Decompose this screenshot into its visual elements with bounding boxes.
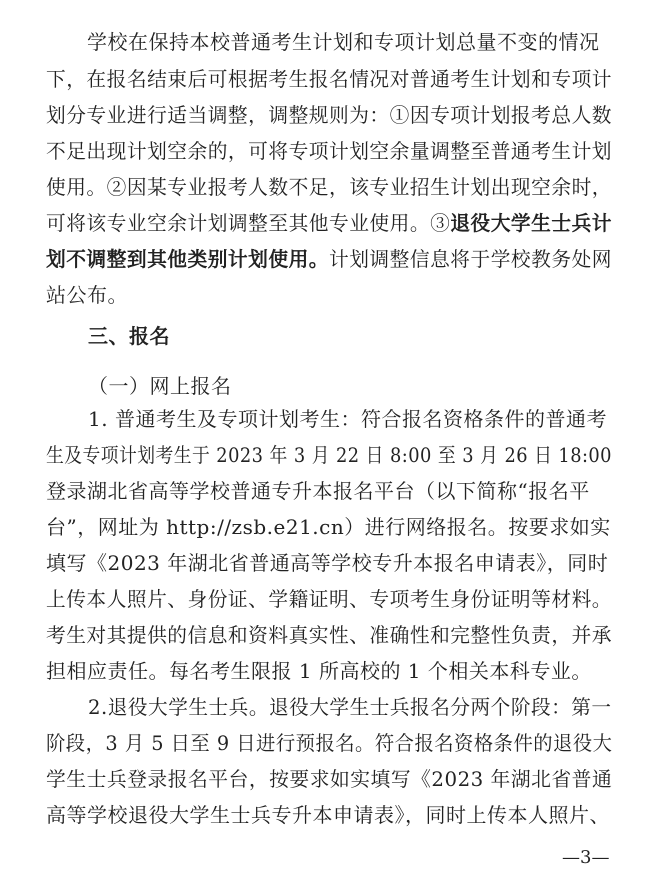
paragraph-line: 生及专项计划考生于 2023 年 3 月 22 日 8:00 至 3 月 26 日 18:00 — [46, 443, 612, 467]
paragraph-line: 2.退役大学生士兵。退役大学生士兵报名分两个阶段：第一 — [88, 695, 612, 719]
paragraph-line: 1. 普通考生及专项计划考生：符合报名资格条件的普通考 — [88, 407, 607, 431]
paragraph-line: 担相应责任。每名考生限报 1 所高校的 1 个相关本科专业。 — [46, 659, 592, 683]
section-heading: 三、报名 — [88, 324, 170, 348]
paragraph-line: 登录湖北省高等学校普通专升本报名平台（以下简称“报名平 — [46, 479, 590, 503]
paragraph-line: 阶段，3 月 5 日至 9 日进行预报名。符合报名资格条件的退役大 — [46, 731, 613, 755]
subsection-heading: （一）网上报名 — [88, 374, 232, 398]
emphasis-text: 退役大学生士兵计 — [450, 211, 612, 235]
emphasis-text: 划不调整到其他类别计划使用。 — [46, 247, 329, 271]
page-number: —3— — [562, 847, 610, 868]
paragraph-line: 上传本人照片、身份证、学籍证明、专项考生身份证明等材料。 — [46, 587, 612, 611]
paragraph-line: 台”，网址为 http://zsb.e21.cn）进行网络报名。按要求如实 — [46, 515, 611, 539]
paragraph-text: 可将该专业空余计划调整至其他专业使用。③ — [46, 211, 451, 235]
paragraph-line: 不足出现计划空余的，可将专项计划空余量调整至普通考生计划 — [46, 139, 612, 163]
paragraph-line: 学校在保持本校普通考生计划和专项计划总量不变的情况 — [87, 30, 600, 54]
paragraph-line: 学生士兵登录报名平台，按要求如实填写《2023 年湖北省普通 — [46, 767, 613, 791]
paragraph-text: 计划调整信息将于学校教务处网 — [329, 247, 612, 271]
paragraph-line: 划分专业进行适当调整，调整规则为：①因专项计划报考总人数 — [46, 103, 612, 127]
paragraph-line — [46, 247, 612, 271]
paragraph-line: 使用。②因某专业报考人数不足，该专业招生计划出现空余时， — [46, 175, 612, 199]
paragraph-line: 高等学校退役大学生士兵专升本申请表》，同时上传本人照片、 — [46, 803, 610, 827]
paragraph-line: 站公布。 — [46, 283, 128, 307]
paragraph-line — [46, 211, 612, 235]
paragraph-line: 考生对其提供的信息和资料真实性、准确性和完整性负责，并承 — [46, 623, 612, 647]
paragraph-line: 填写《2023 年湖北省普通高等学校专升本报名申请表》，同时 — [46, 551, 609, 575]
paragraph-line: 下，在报名结束后可根据考生报名情况对普通考生计划和专项计 — [46, 67, 612, 91]
